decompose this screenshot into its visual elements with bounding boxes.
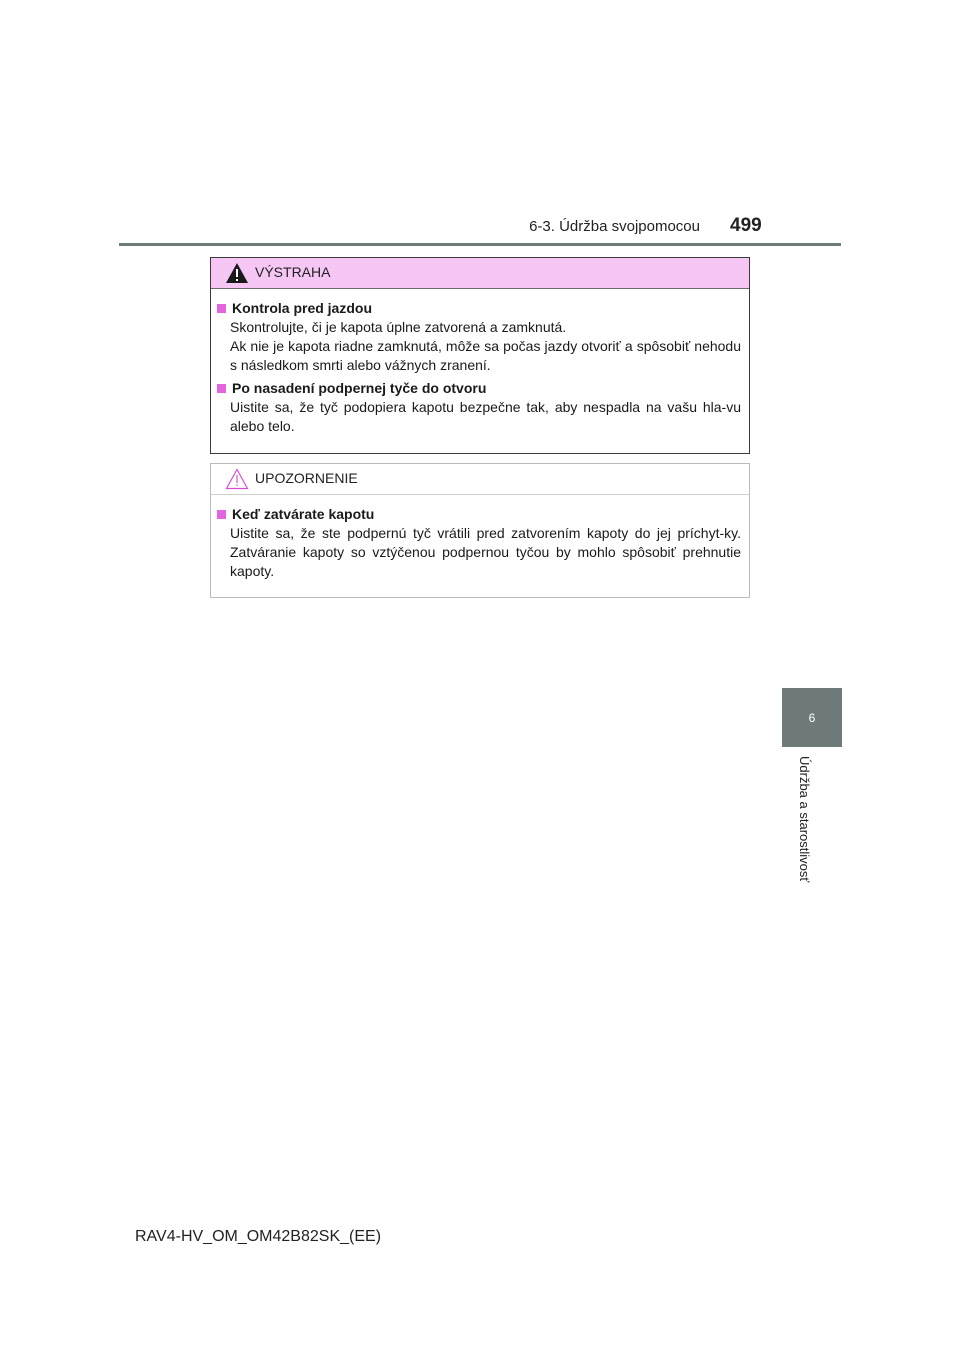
warning-box-header bbox=[211, 258, 749, 289]
warning-item-title-text: Po nasadení podpernej tyče do otvoru bbox=[232, 380, 487, 396]
warning-item-title bbox=[217, 299, 741, 318]
chapter-number: 6 bbox=[808, 710, 816, 725]
warning-box-body bbox=[211, 289, 749, 436]
warning-triangle-filled-icon bbox=[225, 262, 249, 284]
square-bullet-icon bbox=[217, 304, 226, 313]
caution-label: UPOZORNENIE bbox=[255, 470, 358, 486]
chapter-tab bbox=[782, 688, 842, 747]
warning-item-text: Skontrolujte, či je kapota úplne zatvorená a zamknutá. bbox=[230, 319, 567, 335]
chapter-title-vertical: Údržba a starostlivosť bbox=[797, 756, 812, 883]
caution-box bbox=[210, 463, 750, 598]
caution-item-title-text: Keď zatvárate kapotu bbox=[232, 506, 375, 522]
warning-item-title bbox=[217, 379, 741, 398]
caution-item bbox=[217, 505, 741, 581]
caution-item-text: Uistite sa, že ste podpernú tyč vrátili pred zatvorením kapoty do jej príchyt-ky. Zatváranie kapoty so vztýčenou podpernou tyčou by mohlo spôsobiť prehnutie kapoty. bbox=[230, 525, 741, 579]
caution-triangle-outline-icon bbox=[225, 468, 249, 490]
warning-item-title-text: Kontrola pred jazdou bbox=[232, 300, 372, 316]
caution-item-title bbox=[217, 505, 741, 524]
header-divider bbox=[119, 243, 841, 246]
warning-item-text: Uistite sa, že tyč podopiera kapotu bezpečne tak, aby nespadla na vašu hla-vu alebo telo. bbox=[230, 399, 741, 434]
caution-box-header bbox=[211, 464, 749, 495]
warning-item bbox=[217, 299, 741, 375]
square-bullet-icon bbox=[217, 510, 226, 519]
warning-item-text: Ak nie je kapota riadne zamknutá, môže sa počas jazdy otvoriť a spôsobiť nehodu s následkom smrti alebo vážnych zranení. bbox=[230, 338, 741, 373]
warning-label: VÝSTRAHA bbox=[255, 264, 331, 280]
warning-item bbox=[217, 379, 741, 436]
document-code: RAV4-HV_OM_OM42B82SK_(EE) bbox=[135, 1228, 382, 1245]
caution-box-body bbox=[211, 495, 749, 581]
square-bullet-icon bbox=[217, 384, 226, 393]
warning-box bbox=[210, 257, 750, 454]
page-number: 499 bbox=[730, 215, 762, 236]
header-section-title: 6-3. Údržba svojpomocou bbox=[529, 218, 700, 235]
